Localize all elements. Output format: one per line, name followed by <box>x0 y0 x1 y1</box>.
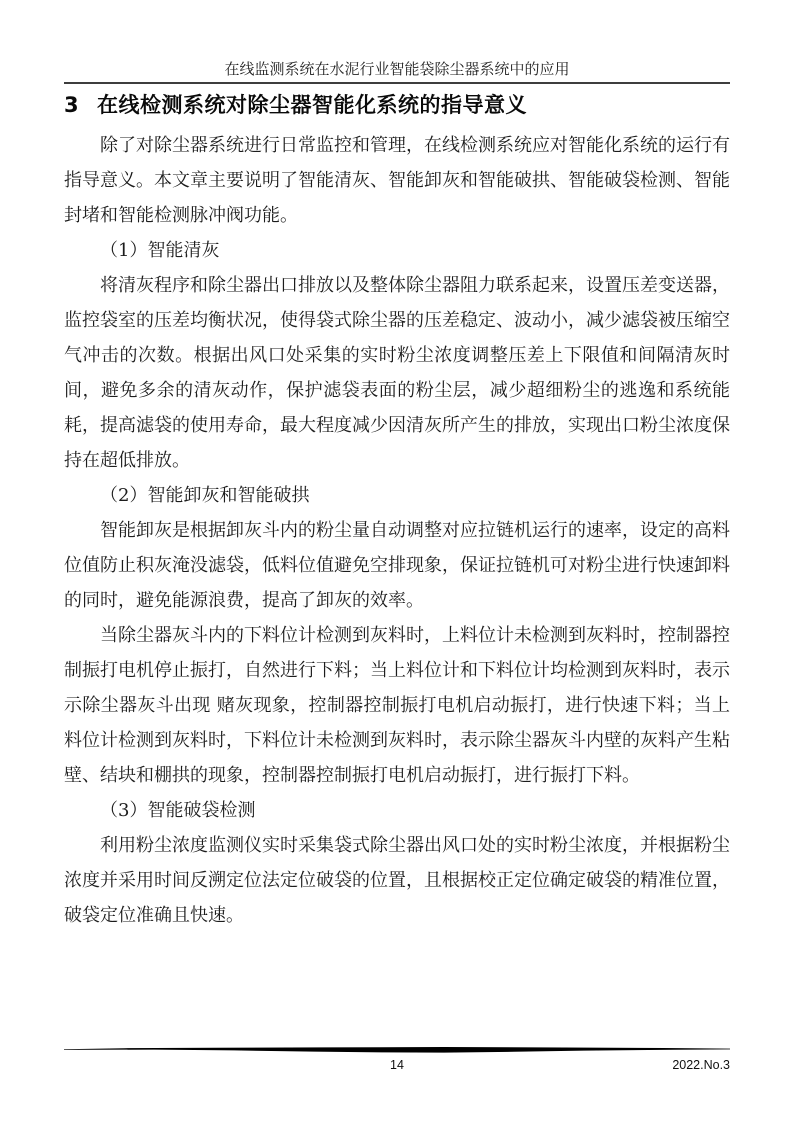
paragraph-broken-bag-detection: 利用粉尘浓度监测仪实时采集袋式除尘器出风口处的实时粉尘浓度，并根据粉尘浓度并采用时间反溯定位法定位破袋的位置，且根据校正定位确定破袋的精准位置，破袋定位准确且快速。 <box>64 835 730 926</box>
subheading-smart-cleaning: （1）智能清灰 <box>100 240 220 261</box>
running-title: 在线监测系统在水泥行业智能袋除尘器系统中的应用 <box>224 60 570 78</box>
header-rule <box>64 82 730 84</box>
page-number: 14 <box>390 1058 404 1072</box>
subheading-smart-unloading: （2）智能卸灰和智能破拱 <box>100 485 310 506</box>
paragraph-intro: 除了对除尘器系统进行日常监控和管理，在线检测系统应对智能化系统的运行有指导意义。本文章主要说明了智能清灰、智能卸灰和智能破拱、智能破袋检测、智能封堵和智能检测脉冲阀功能。 <box>64 135 730 226</box>
paragraph-smart-unloading-2: 当除尘器灰斗内的下料位计检测到灰料时，上料位计未检测到灰料时，控制器控制振打电机停止振打，自然进行下料；当上料位计和下料位计均检测到灰料时，表示示除尘器灰斗出现 赌灰现象，控制器控制振打电机启动振打，进行快速下料；当上料位计检测到灰料时，下料位计未检测到灰料时，表示除尘器灰斗内壁的灰料产生粘壁、结块和棚拱的现象，控制器控制振打电机启动振打，进行振打下料。 <box>64 625 730 786</box>
paragraph-smart-unloading-1: 智能卸灰是根据卸灰斗内的粉尘量自动调整对应拉链机运行的速率，设定的高料位值防止积灰淹没滤袋，低料位值避免空排现象，保证拉链机可对粉尘进行快速卸料的同时，避免能源浪费，提高了卸灰的效率。 <box>64 520 730 611</box>
page-content <box>64 0 730 933</box>
footer-row <box>64 1056 730 1076</box>
section-number: 3 <box>64 93 80 117</box>
issue-number: 2022.No.3 <box>672 1058 730 1072</box>
section-heading <box>64 91 730 119</box>
page-footer <box>64 1046 730 1076</box>
paragraph-smart-cleaning: 将清灰程序和除尘器出口排放以及整体除尘器阻力联系起来，设置压差变送器，监控袋室的压差均衡状况，使得袋式除尘器的压差稳定、波动小，减少滤袋被压缩空气冲击的次数。根据出风口处采集的实时粉尘浓度调整压差上下限值和间隔清灰时间，避免多余的清灰动作，保护滤袋表面的粉尘层，减少超细粉尘的逃逸和系统能耗，提高滤袋的使用寿命，最大程度减少因清灰所产生的排放，实现出口粉尘浓度保持在超低排放。 <box>64 275 730 471</box>
footer-rule <box>64 1046 730 1055</box>
section-title: 在线检测系统对除尘器智能化系统的指导意义 <box>96 93 527 117</box>
subheading-broken-bag-detection: （3）智能破袋检测 <box>100 800 256 821</box>
